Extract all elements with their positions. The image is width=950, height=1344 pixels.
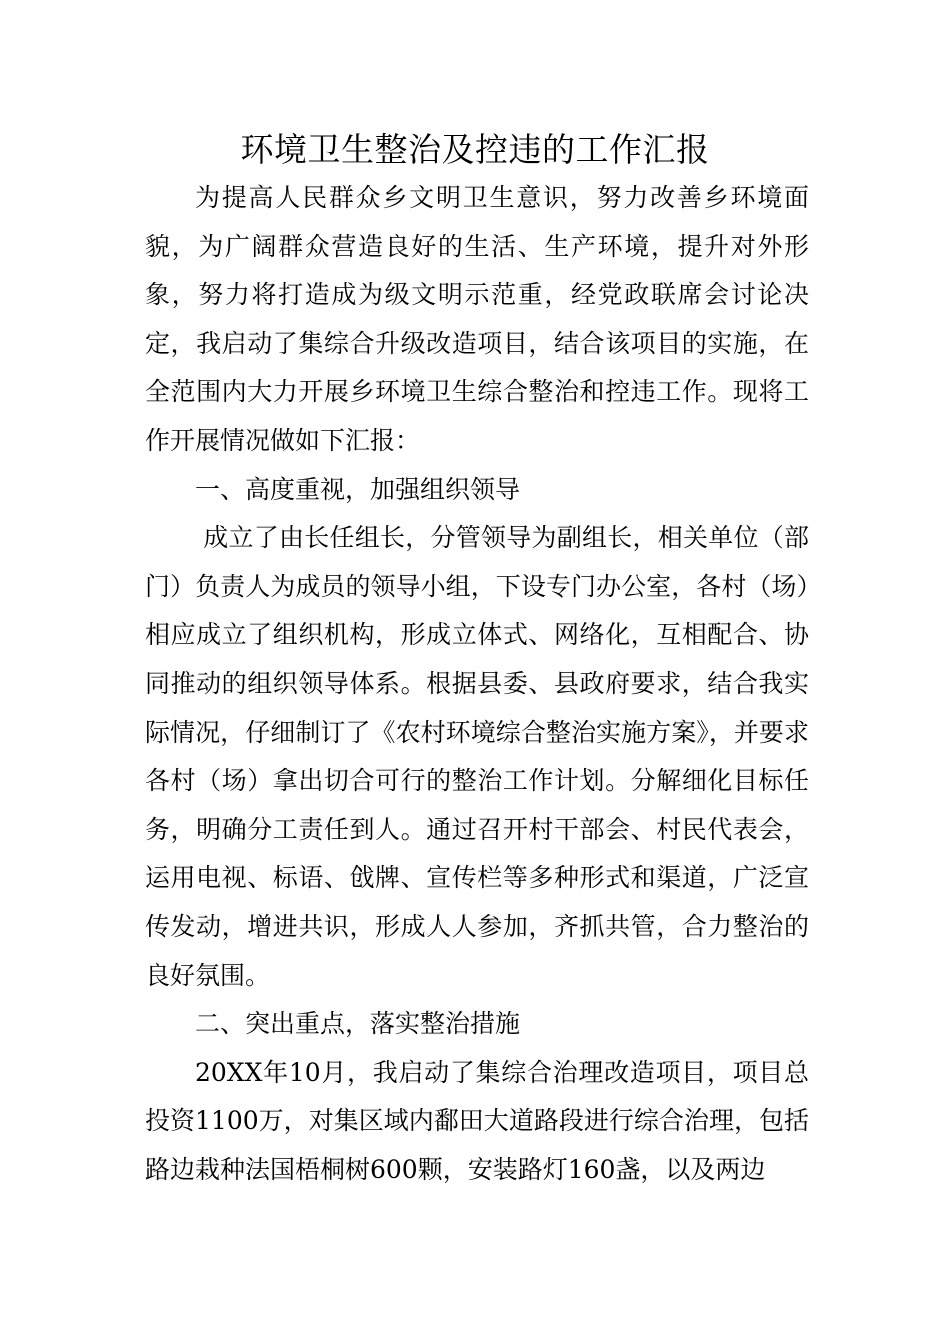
document-body — [145, 174, 809, 1194]
section-2-paragraph: 20XX年10月，我启动了集综合治理改造项目，项目总投资1100万，对集区域内鄱田大道路段进行综合治理，包括路边栽种法国梧桐树600颗，安装路灯160盏，以及两边 — [145, 1057, 809, 1184]
section-heading-2: 二、突出重点，落实整治措施 — [195, 1009, 521, 1039]
section-1-paragraph: 成立了由长任组长，分管领导为副组长，相关单位（部门）负责人为成员的领导小组，下设专门办公室，各村（场）相应成立了组织机构，形成立体式、网络化，互相配合、协同推动的组织领导体系。根据县委、县政府要求，结合我实际情况，仔细制订了《农村环境综合整治实施方案》，并要求各村（场）拿出切合可行的整治工作计划。分解细化目标任务，明确分工责任到人。通过召开村干部会、村民代表会，运用电视、标语、戗牌、宣传栏等多种形式和渠道，广泛宣传发动，增进共识，形成人人参加，齐抓共管，合力整治的良好氛围。 — [145, 523, 809, 990]
intro-paragraph: 为提高人民群众乡文明卫生意识，努力改善乡环境面貌，为广阔群众营造良好的生活、生产环境，提升对外形象，努力将打造成为级文明示范重，经党政联席会讨论决定，我启动了集综合升级改造项目，结合该项目的实施，在全范围内大力开展乡环境卫生综合整治和控违工作。现将工作开展情况做如下汇报： — [145, 183, 809, 455]
section-heading-1: 一、高度重视，加强组织领导 — [195, 474, 521, 504]
document-title: 环境卫生整治及控违的工作汇报 — [240, 130, 710, 169]
